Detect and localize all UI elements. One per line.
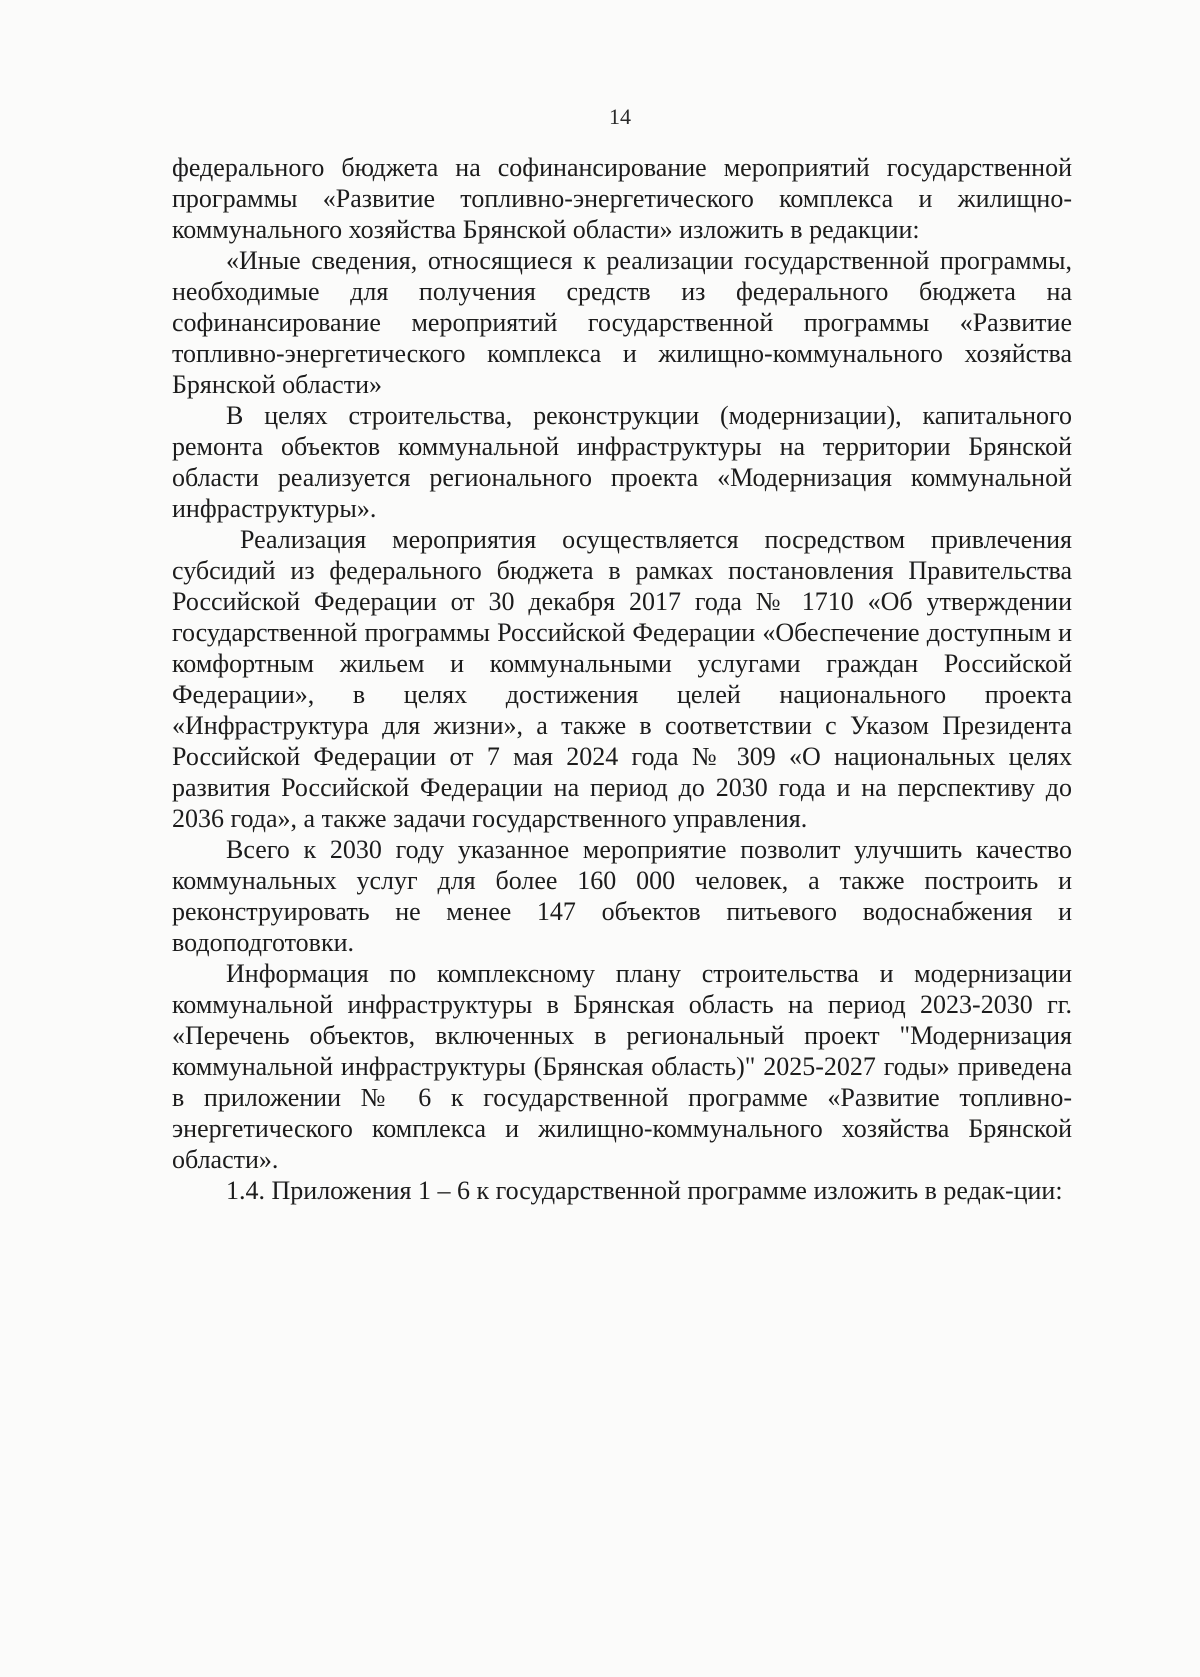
page-number: 14	[609, 104, 631, 129]
paragraph-4: Реализация мероприятия осуществляется посредством привлечения субсидий из федерального бюджета в рамках постановления Правительства Российской Федерации от 30 декабря 2017 года № 1710 «Об утверждении государственной программы Российской Федерации «Обеспечение доступным и комфортным жильем и коммунальными услугами граждан Российской Федерации», в целях достижения целей национального проекта «Инфраструктура для жизни», а также в соответствии с Указом Президента Российской Федерации от 7 мая 2024 года № 309 «О национальных целях развития Российской Федерации на период до 2030 года и на перспективу до 2036 года», а также задачи государственного управления.	[172, 525, 1072, 833]
paragraph-6: Информация по комплексному плану строительства и модернизации коммунальной инфраструктуры в Брянская область на период 2023-2030 гг. «Перечень объектов, включенных в региональный проект "Модернизация коммунальной инфраструктуры (Брянская область)" 2025-2027 годы» приведена в приложении № 6 к государственной программе «Развитие топливно-энергетического комплекса и жилищно-коммунального хозяйства Брянской области».	[172, 959, 1072, 1174]
paragraph-7: 1.4. Приложения 1 – 6 к государственной программе изложить в редак-ции:	[226, 1176, 1063, 1205]
paragraph-1: федерального бюджета на софинансирование мероприятий государственной программы «Развитие топливно-энергетического комплекса и жилищно-коммунального хозяйства Брянской области» изложить в редакции:	[172, 153, 1072, 244]
paragraph-5: Всего к 2030 году указанное мероприятие позволит улучшить качество коммунальных услуг для более 160 000 человек, а также построить и реконструировать не менее 147 объектов питьевого водоснабжения и водоподготовки.	[172, 835, 1072, 957]
document-body	[172, 152, 1072, 1206]
paragraph-3: В целях строительства, реконструкции (модернизации), капитального ремонта объектов коммунальной инфраструктуры на территории Брянской области реализуется регионального проекта «Модернизация коммунальной инфраструктуры».	[172, 401, 1072, 523]
paragraph-2: «Иные сведения, относящиеся к реализации государственной программы, необходимые для получения средств из федерального бюджета на софинансирование мероприятий государственной программы «Развитие топливно-энергетического комплекса и жилищно-коммунального хозяйства Брянской области»	[172, 246, 1072, 399]
